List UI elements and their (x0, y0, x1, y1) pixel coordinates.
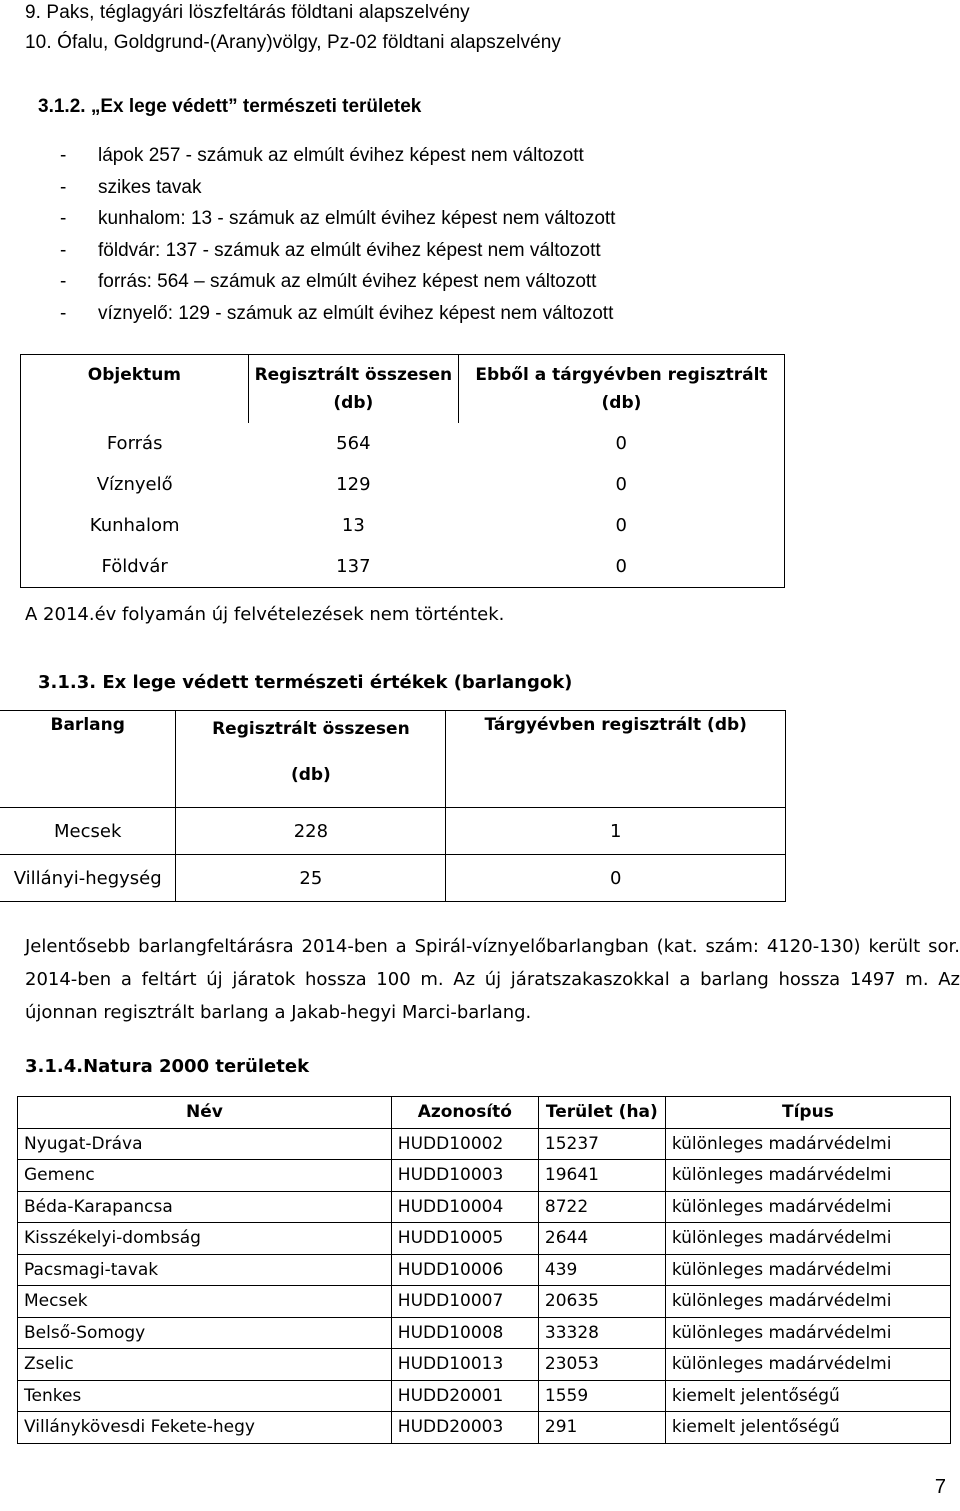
table-cell: 0 (615, 556, 627, 577)
table-cell: 15237 (538, 1128, 665, 1160)
list-item (60, 140, 615, 172)
list-item (60, 235, 615, 267)
column-header-tipus: Típus (665, 1097, 950, 1129)
table-cell: HUDD10002 (391, 1128, 538, 1160)
list-item-text: lápok 257 - számuk az elmúlt évihez képest nem változott (98, 145, 584, 166)
list-item-text: víznyelő: 129 - számuk az elmúlt évihez képest nem változott (98, 302, 614, 324)
section-heading-314: 3.1.4.Natura 2000 területek (25, 1056, 310, 1077)
table-cell: különleges madárvédelmi (665, 1223, 950, 1255)
caves-table (0, 710, 786, 902)
bullet-dash: - (60, 145, 67, 166)
header-line-2: (db) (290, 765, 331, 785)
table-cell: HUDD10007 (391, 1286, 538, 1318)
table-header-row (18, 1097, 951, 1129)
table-cell: különleges madárvédelmi (665, 1286, 950, 1318)
table-cell: HUDD10006 (391, 1254, 538, 1286)
table-cell: kiemelt jelentőségű (665, 1412, 950, 1444)
table-cell: 1 (446, 808, 786, 855)
table-row (21, 423, 785, 464)
page-number: 7 (934, 1476, 946, 1498)
bullet-dash: - (60, 302, 67, 324)
column-header-barlang: Barlang (0, 711, 176, 808)
table-cell: HUDD10003 (391, 1160, 538, 1192)
table-cell: 19641 (538, 1160, 665, 1192)
column-header-registered-this-year: Tárgyévben regisztrált (db) (446, 711, 786, 808)
table-cell: 129 (336, 474, 371, 495)
table-cell: Gemenc (18, 1160, 392, 1192)
table-cell: különleges madárvédelmi (665, 1128, 950, 1160)
table-row (0, 808, 786, 855)
list-item (60, 298, 615, 330)
table-row (0, 855, 786, 902)
column-header-objektum: Objektum (21, 355, 249, 424)
bullet-dash: - (60, 239, 67, 261)
list-item-10: 10. Ófalu, Goldgrund-(Arany)völgy, Pz-02 földtani alapszelvény (25, 32, 562, 53)
list-item (60, 172, 615, 204)
table-cell: 0 (446, 855, 786, 902)
table-cell: Földvár (101, 556, 168, 577)
table-cell: különleges madárvédelmi (665, 1349, 950, 1381)
table-cell: HUDD20001 (391, 1380, 538, 1412)
table-cell: Mecsek (18, 1286, 392, 1318)
table-cell: 0 (615, 515, 627, 536)
table-cell: különleges madárvédelmi (665, 1254, 950, 1286)
table-cell: HUDD10013 (391, 1349, 538, 1381)
table-row (21, 505, 785, 546)
column-header-registered-total: Regisztrált összesen (db) (248, 355, 458, 424)
table-row (18, 1254, 951, 1286)
table-row (18, 1223, 951, 1255)
table-row (18, 1349, 951, 1381)
bullet-list (60, 140, 615, 329)
table-cell: Villányi-hegység (0, 855, 176, 902)
table-cell: 0 (615, 474, 627, 495)
table-cell: 439 (538, 1254, 665, 1286)
table-cell: 13 (341, 515, 365, 536)
table-cell: 564 (336, 433, 371, 454)
table-row (21, 464, 785, 505)
bullet-dash: - (60, 208, 67, 229)
list-item-text: földvár: 137 - számuk az elmúlt évihez képest nem változott (98, 239, 601, 261)
table-cell: Kunhalom (89, 515, 180, 536)
table-cell: különleges madárvédelmi (665, 1160, 950, 1192)
table-cell: Béda-Karapancsa (18, 1191, 392, 1223)
caves-paragraph: Jelentősebb barlangfeltárásra 2014-ben a Spirál-víznyelőbarlangban (kat. szám: 4120-130) került sor. 2014-ben a feltárt új járatok hossza 100 m. Az új járatszakaszokkal a barlang hossza 1497 m. Az újonnan regisztrált barlang a Jakab-hegyi Marci-barlang. (25, 936, 960, 1023)
table-row (18, 1160, 951, 1192)
table-cell: Tenkes (18, 1380, 392, 1412)
objects-table (20, 354, 785, 588)
table-row (18, 1380, 951, 1412)
table-cell: 33328 (538, 1317, 665, 1349)
bullet-dash: - (60, 271, 67, 292)
list-item (60, 203, 615, 235)
column-header-registered-total (176, 711, 446, 808)
header-line-1: Regisztrált összesen (212, 719, 410, 739)
table-cell: különleges madárvédelmi (665, 1317, 950, 1349)
list-item (60, 266, 615, 298)
table-cell: Belső-Somogy (18, 1317, 392, 1349)
table-cell: Víznyelő (96, 474, 173, 495)
list-item-9: 9. Paks, téglagyári löszfeltárás földtani alapszelvény (25, 2, 470, 23)
table-cell: 1559 (538, 1380, 665, 1412)
table-row (18, 1412, 951, 1444)
column-header-nev: Név (18, 1097, 392, 1129)
bullet-dash: - (60, 176, 67, 198)
table-cell: 23053 (538, 1349, 665, 1381)
list-item-text: forrás: 564 – számuk az elmúlt évihez képest nem változott (98, 271, 597, 292)
table-cell: HUDD10005 (391, 1223, 538, 1255)
table-cell: Nyugat-Dráva (18, 1128, 392, 1160)
table-cell: 291 (538, 1412, 665, 1444)
table-cell: HUDD10004 (391, 1191, 538, 1223)
table-cell: 2644 (538, 1223, 665, 1255)
table-row (21, 546, 785, 588)
table-cell: HUDD20003 (391, 1412, 538, 1444)
table-header-row (21, 355, 785, 424)
table-cell: 137 (336, 556, 371, 577)
table-cell: kiemelt jelentőségű (665, 1380, 950, 1412)
section-heading-312: 3.1.2. „Ex lege védett” természeti területek (38, 96, 422, 117)
table-cell: Mecsek (0, 808, 176, 855)
table-cell: Kisszékelyi-dombság (18, 1223, 392, 1255)
column-header-azonosito: Azonosító (391, 1097, 538, 1129)
table-row (18, 1128, 951, 1160)
table-cell: Zselic (18, 1349, 392, 1381)
table-row (18, 1286, 951, 1318)
table-cell: Pacsmagi-tavak (18, 1254, 392, 1286)
table-header-row (0, 711, 786, 808)
table-cell: Forrás (106, 433, 163, 454)
table-cell: 8722 (538, 1191, 665, 1223)
table-row (18, 1317, 951, 1349)
table-cell: különleges madárvédelmi (665, 1191, 950, 1223)
table-cell: 20635 (538, 1286, 665, 1318)
table-cell: 25 (176, 855, 446, 902)
table-cell: HUDD10008 (391, 1317, 538, 1349)
table-row (18, 1191, 951, 1223)
natura-2000-table (17, 1096, 951, 1444)
table-cell: 0 (615, 433, 627, 454)
list-item-text: szikes tavak (98, 176, 202, 198)
list-item-text: kunhalom: 13 - számuk az elmúlt évihez képest nem változott (98, 208, 616, 229)
note-text: A 2014.év folyamán új felvételezések nem történtek. (25, 604, 505, 625)
column-header-terulet: Terület (ha) (538, 1097, 665, 1129)
section-heading-313: 3.1.3. Ex lege védett természeti értékek (barlangok) (38, 672, 573, 693)
table-cell: Villánykövesdi Fekete-hegy (18, 1412, 392, 1444)
column-header-registered-this-year: Ebből a tárgyévben regisztrált (db) (475, 365, 768, 413)
table-cell: 228 (176, 808, 446, 855)
